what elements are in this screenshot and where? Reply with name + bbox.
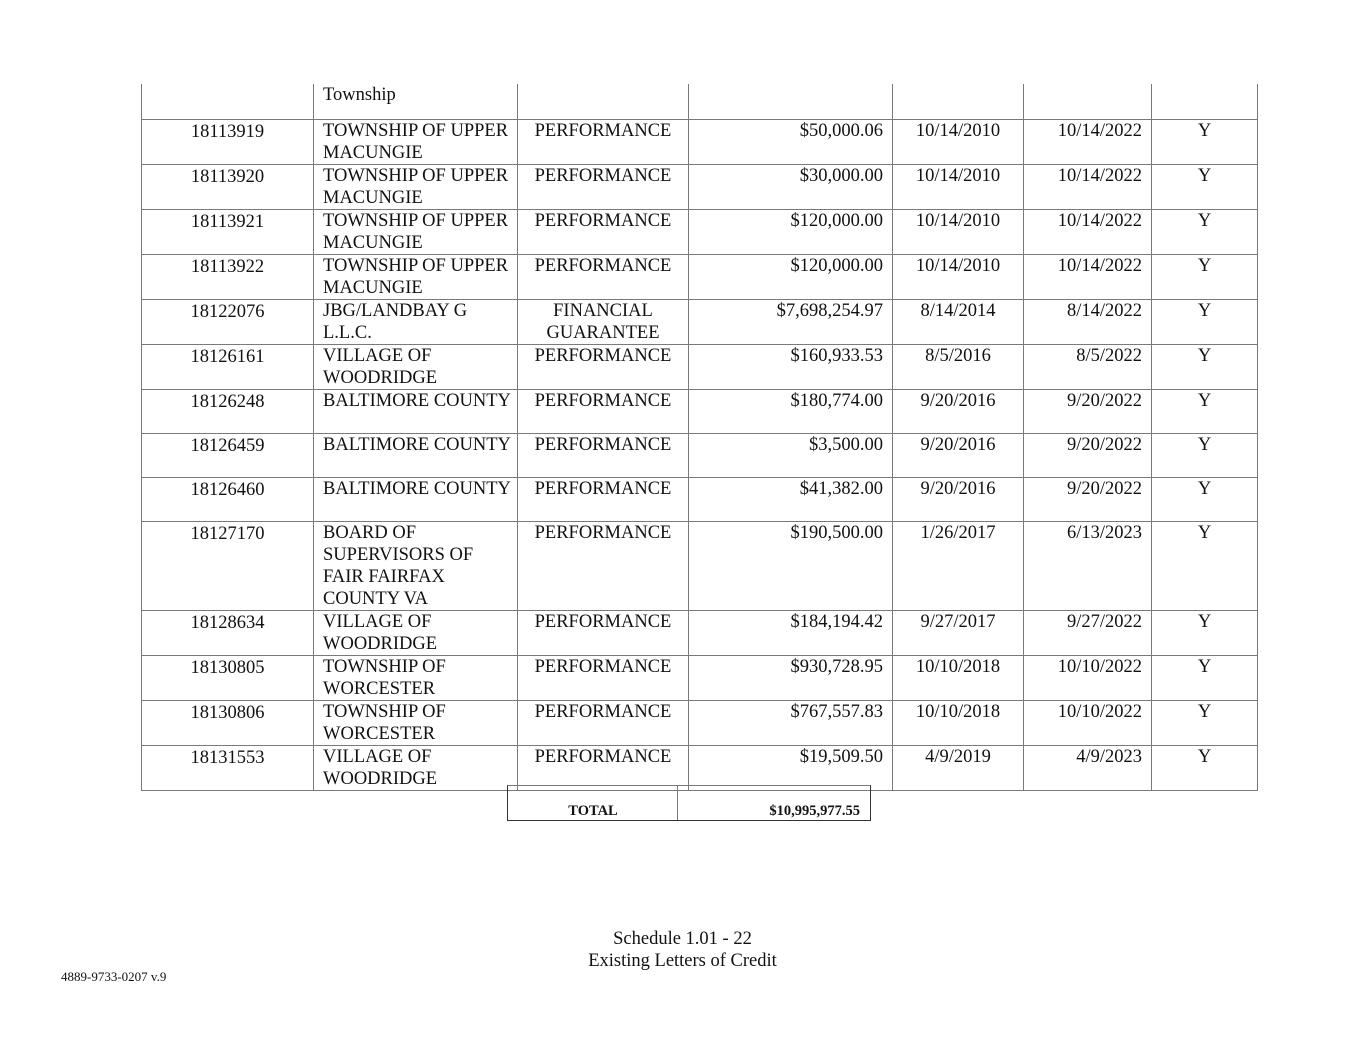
cell-beneficiary: VILLAGE OF WOODRIDGE <box>314 745 518 790</box>
cell-loc-type: PERFORMANCE <box>518 119 689 164</box>
table-row <box>142 433 1258 477</box>
cell-flag: Y <box>1152 745 1258 790</box>
cell-loc-type: PERFORMANCE <box>518 254 689 299</box>
cell-flag: Y <box>1152 433 1258 477</box>
cell-flag: Y <box>1152 164 1258 209</box>
cell-flag: Y <box>1152 521 1258 610</box>
cell-loc-number: 18130805 <box>142 655 314 700</box>
cell-loc-number: 18128634 <box>142 610 314 655</box>
cell-loc-number: 18130806 <box>142 700 314 745</box>
cell-issue-date: 8/14/2014 <box>893 299 1024 344</box>
cell-beneficiary: BOARD OF SUPERVISORS OF FAIR FAIRFAX COUNTY VA <box>314 521 518 610</box>
cell-amount: $184,194.42 <box>689 610 893 655</box>
cell-loc-type: PERFORMANCE <box>518 433 689 477</box>
cell-amount: $41,382.00 <box>689 477 893 521</box>
cell-amount: $180,774.00 <box>689 389 893 433</box>
cell-expiry-date: 10/14/2022 <box>1024 119 1152 164</box>
cell-loc-number: 18131553 <box>142 745 314 790</box>
cell-amount: $50,000.06 <box>689 119 893 164</box>
cell-beneficiary: VILLAGE OF WOODRIDGE <box>314 344 518 389</box>
cell-expiry-date: 10/14/2022 <box>1024 164 1152 209</box>
cell-beneficiary: TOWNSHIP OF UPPER MACUNGIE <box>314 164 518 209</box>
cell-issue-date: 10/10/2018 <box>893 655 1024 700</box>
cell-amount: $120,000.00 <box>689 254 893 299</box>
cell-loc-number: 18113919 <box>142 119 314 164</box>
total-amount: $10,995,977.55 <box>769 803 860 819</box>
cell-expiry-date: 8/14/2022 <box>1024 299 1152 344</box>
cell-loc-type: PERFORMANCE <box>518 700 689 745</box>
cell-issue-date: 8/5/2016 <box>893 344 1024 389</box>
cell-loc-type: PERFORMANCE <box>518 389 689 433</box>
cell-expiry-date: 6/13/2023 <box>1024 521 1152 610</box>
table-row <box>142 389 1258 433</box>
cell-issue-date: 9/20/2016 <box>893 477 1024 521</box>
cell-beneficiary: BALTIMORE COUNTY <box>314 433 518 477</box>
cell-amount: $120,000.00 <box>689 209 893 254</box>
cell-loc-type: PERFORMANCE <box>518 164 689 209</box>
cell-loc-type: PERFORMANCE <box>518 610 689 655</box>
cell-beneficiary: JBG/LANDBAY G L.L.C. <box>314 299 518 344</box>
cell-loc-number: 18113922 <box>142 254 314 299</box>
cell-loc-number: 18113921 <box>142 209 314 254</box>
cell-amount: $160,933.53 <box>689 344 893 389</box>
cell-flag: Y <box>1152 119 1258 164</box>
cell-amount: $19,509.50 <box>689 745 893 790</box>
cell-loc-type <box>518 84 689 119</box>
cell-expiry-date: 10/10/2022 <box>1024 655 1152 700</box>
table-row <box>142 521 1258 610</box>
cell-issue-date: 10/14/2010 <box>893 119 1024 164</box>
cell-beneficiary: TOWNSHIP OF WORCESTER <box>314 700 518 745</box>
cell-loc-number: 18127170 <box>142 521 314 610</box>
cell-beneficiary: VILLAGE OF WOODRIDGE <box>314 610 518 655</box>
cell-loc-type: PERFORMANCE <box>518 344 689 389</box>
cell-loc-type: PERFORMANCE <box>518 745 689 790</box>
cell-expiry-date: 9/27/2022 <box>1024 610 1152 655</box>
cell-issue-date: 10/14/2010 <box>893 164 1024 209</box>
cell-expiry-date: 9/20/2022 <box>1024 477 1152 521</box>
cell-expiry-date: 9/20/2022 <box>1024 389 1152 433</box>
cell-loc-number: 18126248 <box>142 389 314 433</box>
schedule-number: Schedule 1.01 - 22 <box>613 929 752 949</box>
cell-flag: Y <box>1152 610 1258 655</box>
table-row <box>142 344 1258 389</box>
cell-loc-number: 18113920 <box>142 164 314 209</box>
cell-issue-date: 10/10/2018 <box>893 700 1024 745</box>
cell-flag: Y <box>1152 254 1258 299</box>
cell-issue-date: 4/9/2019 <box>893 745 1024 790</box>
table-row <box>142 700 1258 745</box>
cell-amount <box>689 84 893 119</box>
table-row <box>142 655 1258 700</box>
cell-amount: $930,728.95 <box>689 655 893 700</box>
table-row <box>142 254 1258 299</box>
cell-loc-type: PERFORMANCE <box>518 477 689 521</box>
table-row <box>142 745 1258 790</box>
cell-loc-number: 18126460 <box>142 477 314 521</box>
cell-expiry-date: 8/5/2022 <box>1024 344 1152 389</box>
cell-amount: $7,698,254.97 <box>689 299 893 344</box>
table-body <box>142 84 1258 790</box>
cell-beneficiary: Township <box>314 84 518 119</box>
cell-issue-date <box>893 84 1024 119</box>
cell-flag: Y <box>1152 299 1258 344</box>
cell-issue-date: 10/14/2010 <box>893 209 1024 254</box>
cell-issue-date: 9/27/2017 <box>893 610 1024 655</box>
cell-beneficiary: BALTIMORE COUNTY <box>314 389 518 433</box>
page-footer <box>0 928 1365 972</box>
table-row <box>142 477 1258 521</box>
cell-flag: Y <box>1152 655 1258 700</box>
cell-expiry-date: 10/10/2022 <box>1024 700 1152 745</box>
cell-loc-type: PERFORMANCE <box>518 209 689 254</box>
total-label: TOTAL <box>568 803 618 819</box>
document-id: 4889-9733-0207 v.9 <box>61 969 167 984</box>
cell-issue-date: 1/26/2017 <box>893 521 1024 610</box>
cell-beneficiary: TOWNSHIP OF WORCESTER <box>314 655 518 700</box>
cell-expiry-date: 10/14/2022 <box>1024 254 1152 299</box>
cell-loc-type: PERFORMANCE <box>518 521 689 610</box>
table-row <box>142 299 1258 344</box>
cell-expiry-date <box>1024 84 1152 119</box>
table-row <box>142 119 1258 164</box>
cell-flag: Y <box>1152 209 1258 254</box>
cell-beneficiary: TOWNSHIP OF UPPER MACUNGIE <box>314 254 518 299</box>
cell-issue-date: 10/14/2010 <box>893 254 1024 299</box>
cell-loc-number: 18122076 <box>142 299 314 344</box>
cell-expiry-date: 10/14/2022 <box>1024 209 1152 254</box>
cell-amount: $767,557.83 <box>689 700 893 745</box>
table-row <box>142 164 1258 209</box>
cell-flag <box>1152 84 1258 119</box>
schedule-title: Existing Letters of Credit <box>588 951 777 971</box>
cell-loc-number <box>142 84 314 119</box>
cell-issue-date: 9/20/2016 <box>893 433 1024 477</box>
cell-expiry-date: 4/9/2023 <box>1024 745 1152 790</box>
cell-beneficiary: TOWNSHIP OF UPPER MACUNGIE <box>314 209 518 254</box>
table-row <box>142 209 1258 254</box>
cell-amount: $3,500.00 <box>689 433 893 477</box>
cell-loc-number: 18126161 <box>142 344 314 389</box>
cell-expiry-date: 9/20/2022 <box>1024 433 1152 477</box>
cell-beneficiary: BALTIMORE COUNTY <box>314 477 518 521</box>
letters-of-credit-table <box>141 84 1258 791</box>
cell-loc-type: PERFORMANCE <box>518 655 689 700</box>
cell-amount: $30,000.00 <box>689 164 893 209</box>
cell-beneficiary: TOWNSHIP OF UPPER MACUNGIE <box>314 119 518 164</box>
cell-flag: Y <box>1152 344 1258 389</box>
cell-loc-type: FINANCIAL GUARANTEE <box>518 299 689 344</box>
table-row <box>142 610 1258 655</box>
cell-flag: Y <box>1152 700 1258 745</box>
cell-amount: $190,500.00 <box>689 521 893 610</box>
cell-loc-number: 18126459 <box>142 433 314 477</box>
table-row <box>142 84 1258 119</box>
cell-flag: Y <box>1152 389 1258 433</box>
cell-flag: Y <box>1152 477 1258 521</box>
total-box <box>507 785 871 821</box>
cell-issue-date: 9/20/2016 <box>893 389 1024 433</box>
